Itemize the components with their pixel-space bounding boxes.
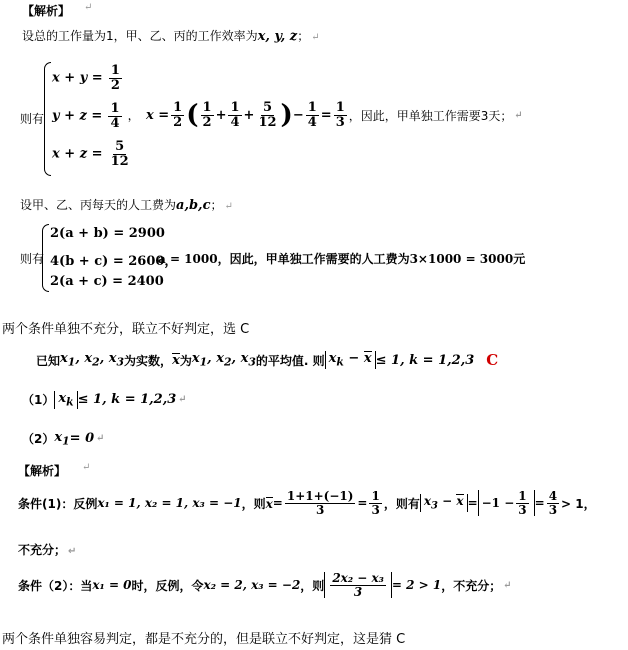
fraction xyxy=(306,101,319,129)
ana1-result: > 1， xyxy=(561,496,596,511)
cost-setup-vars: a,b,c xyxy=(176,198,211,213)
paragraph-mark-icon: ↵ xyxy=(68,546,77,557)
denominator: 3 xyxy=(518,502,527,517)
numerator: 1 xyxy=(173,99,183,115)
numerator: 1 xyxy=(307,99,317,115)
ana1-values: x₁ = 1, x₂ = 1, x₃ = −1 xyxy=(97,496,242,511)
paragraph-mark-icon: ↵ xyxy=(84,2,93,13)
left-paren: ( xyxy=(186,100,199,130)
ana2-x1: x₁ = 0 xyxy=(92,578,132,593)
stem-abs: $x_k - x$ xyxy=(325,351,376,369)
denominator: 3 xyxy=(548,502,558,517)
denominator: 12 xyxy=(110,153,129,169)
denominator: 2 xyxy=(202,114,212,130)
eq-comma: ， xyxy=(127,108,140,123)
ana1-abs1: $x_3 - x$ xyxy=(420,494,468,511)
x-equals: x = xyxy=(146,107,170,123)
plus: + xyxy=(215,107,227,123)
system1-eq3 xyxy=(52,140,133,168)
numerator: 1 xyxy=(110,63,120,78)
ana1-inner: −1 − xyxy=(481,496,515,511)
fraction xyxy=(256,101,278,129)
work-setup-end: ； xyxy=(297,29,310,43)
numerator: 5 xyxy=(115,139,125,154)
stem-vars-1: $x_1$, $x_2$, $x_3$ xyxy=(60,351,125,369)
eq-left: x + z = xyxy=(52,146,103,162)
fraction xyxy=(285,490,356,516)
solution1-tail: ，因此，甲单独工作需要3天； xyxy=(348,108,513,123)
analysis-heading: 【解析】 xyxy=(22,4,71,18)
paragraph-mark-icon: ↵ xyxy=(82,462,91,473)
numerator: 1 xyxy=(230,99,240,115)
ana1-xbar: x xyxy=(265,496,273,511)
fraction xyxy=(228,101,241,129)
system2-eq3: 2(a + c) = 2400 xyxy=(50,274,164,289)
numerator: 1 xyxy=(110,101,120,116)
paragraph-mark-icon: ↵ xyxy=(311,32,320,43)
cost-setup-line xyxy=(20,196,233,213)
conclusion-2: 两个条件单独容易判定，都是不充分的，但是联立不好判定，这是猜 C xyxy=(2,632,406,647)
numerator: 1 xyxy=(335,99,345,115)
denominator: 12 xyxy=(258,114,277,130)
fraction xyxy=(109,64,122,92)
ana2-then: 时，反例，令 xyxy=(131,578,204,593)
cost-setup-text: 设甲、乙、丙每天的人工费为 xyxy=(20,198,177,212)
fraction xyxy=(330,572,386,598)
ana1-hence: ，则有 xyxy=(383,496,420,511)
denominator: 3 xyxy=(315,502,325,517)
question2-stem xyxy=(36,351,498,369)
fraction xyxy=(171,101,184,129)
numerator: 5 xyxy=(262,99,272,115)
eq-left: x + y = xyxy=(52,70,103,86)
cond1-label: （1） xyxy=(22,393,55,408)
paragraph-mark-icon: ↵ xyxy=(224,201,233,212)
ana2-abs xyxy=(324,572,392,598)
ana1-intro: 条件(1)：反例 xyxy=(18,496,98,511)
system2-eq2: 4(b + c) = 2600， xyxy=(50,254,178,269)
paragraph-mark-icon: ↵ xyxy=(514,109,523,121)
ana2-result: = 2 > 1 xyxy=(391,578,442,593)
cost-setup-end: ； xyxy=(210,198,223,212)
system2-solution: a = 1000，因此，甲单独工作需要的人工费为3×1000 = 3000元 xyxy=(158,252,526,266)
ana1-then: ，则 xyxy=(241,496,266,511)
stem-xbar: x xyxy=(172,353,180,368)
fraction xyxy=(547,490,559,516)
denominator: 3 xyxy=(335,114,345,130)
equals: = xyxy=(320,107,332,123)
right-paren: ) xyxy=(280,100,293,130)
system2-label: 则有 xyxy=(20,252,45,266)
system2-brace xyxy=(42,224,49,292)
minus: − xyxy=(292,107,304,123)
system1-eq1 xyxy=(52,64,124,92)
solution1 xyxy=(146,100,523,130)
ana2-insufficient: ，不充分； xyxy=(441,578,502,593)
denominator: 2 xyxy=(173,114,183,130)
work-setup-text: 设总的工作量为1，甲、乙、丙的工作效率为 xyxy=(22,29,258,43)
cond2-label: （2） xyxy=(22,432,55,447)
stem-vars-2: $x_1$, $x_2$, $x_3$ xyxy=(191,351,256,369)
numerator: 1 xyxy=(202,99,212,115)
system2-eq1: 2(a + b) = 2900 xyxy=(50,226,165,241)
paragraph-mark-icon: ↵ xyxy=(96,433,105,445)
fraction xyxy=(369,490,381,516)
ana2-intro: 条件（2）：当 xyxy=(18,578,93,593)
denominator: 4 xyxy=(110,115,120,131)
numerator: 4 xyxy=(548,489,558,503)
ana1-abs2 xyxy=(478,490,535,516)
stem-ineq: ≤ 1, k = 1,2,3 xyxy=(375,352,475,368)
cond1-expr: ≤ 1, k = 1,2,3 xyxy=(77,392,177,408)
analysis-condition-2 xyxy=(18,572,512,598)
numerator: 1 xyxy=(518,489,527,503)
stem-known: 已知 xyxy=(36,353,61,368)
system1-label: 则有 xyxy=(20,112,45,126)
paragraph-mark-icon: ↵ xyxy=(503,579,512,591)
fraction xyxy=(334,101,347,129)
denominator: 3 xyxy=(371,502,380,517)
stem-real: 为实数， xyxy=(124,353,173,368)
denominator: 2 xyxy=(110,77,120,93)
ana2-values: x₂ = 2, x₃ = −2 xyxy=(203,578,301,593)
fraction xyxy=(201,101,214,129)
system1-eq2 xyxy=(52,102,140,130)
cond2-var: $x_1$ xyxy=(54,430,70,448)
equals: = xyxy=(467,496,478,511)
denominator: 4 xyxy=(307,114,317,130)
numerator: 1+1+(−1) xyxy=(286,489,354,503)
numerator: 1 xyxy=(371,489,380,503)
analysis-heading-2: 【解析】 xyxy=(18,464,67,478)
stem-is: 为 xyxy=(179,353,192,368)
ana2-hence: ，则 xyxy=(300,578,325,593)
denominator: 3 xyxy=(353,584,363,599)
plus: + xyxy=(243,107,255,123)
cond2-expr: = 0 xyxy=(69,431,95,447)
denominator: 4 xyxy=(230,114,240,130)
work-setup-vars: x, y, z xyxy=(257,29,298,44)
work-setup-line xyxy=(22,27,320,44)
answer-mark: C xyxy=(486,351,499,369)
insufficient-1 xyxy=(18,541,76,558)
fraction xyxy=(108,102,121,130)
numerator: 2x₂ − x₃ xyxy=(332,571,384,585)
analysis-condition-1 xyxy=(18,490,596,516)
paragraph-mark-icon: ↵ xyxy=(178,394,187,406)
insufficient-text: 不充分； xyxy=(18,543,67,557)
eq-left: y + z = xyxy=(52,108,103,124)
ana1-eq: = xyxy=(272,496,283,511)
system1-brace xyxy=(44,62,51,176)
conclusion-1: 两个条件单独不充分，联立不好判定，选 C xyxy=(2,322,250,337)
cond1-abs: $x_k$ xyxy=(54,391,77,409)
equals: = xyxy=(534,496,545,511)
condition-2 xyxy=(22,430,105,448)
equals: = xyxy=(357,496,368,511)
condition-1 xyxy=(22,391,187,409)
stem-mean: 的平均值. 则 xyxy=(255,353,325,368)
fraction xyxy=(109,140,131,168)
fraction xyxy=(516,490,528,516)
